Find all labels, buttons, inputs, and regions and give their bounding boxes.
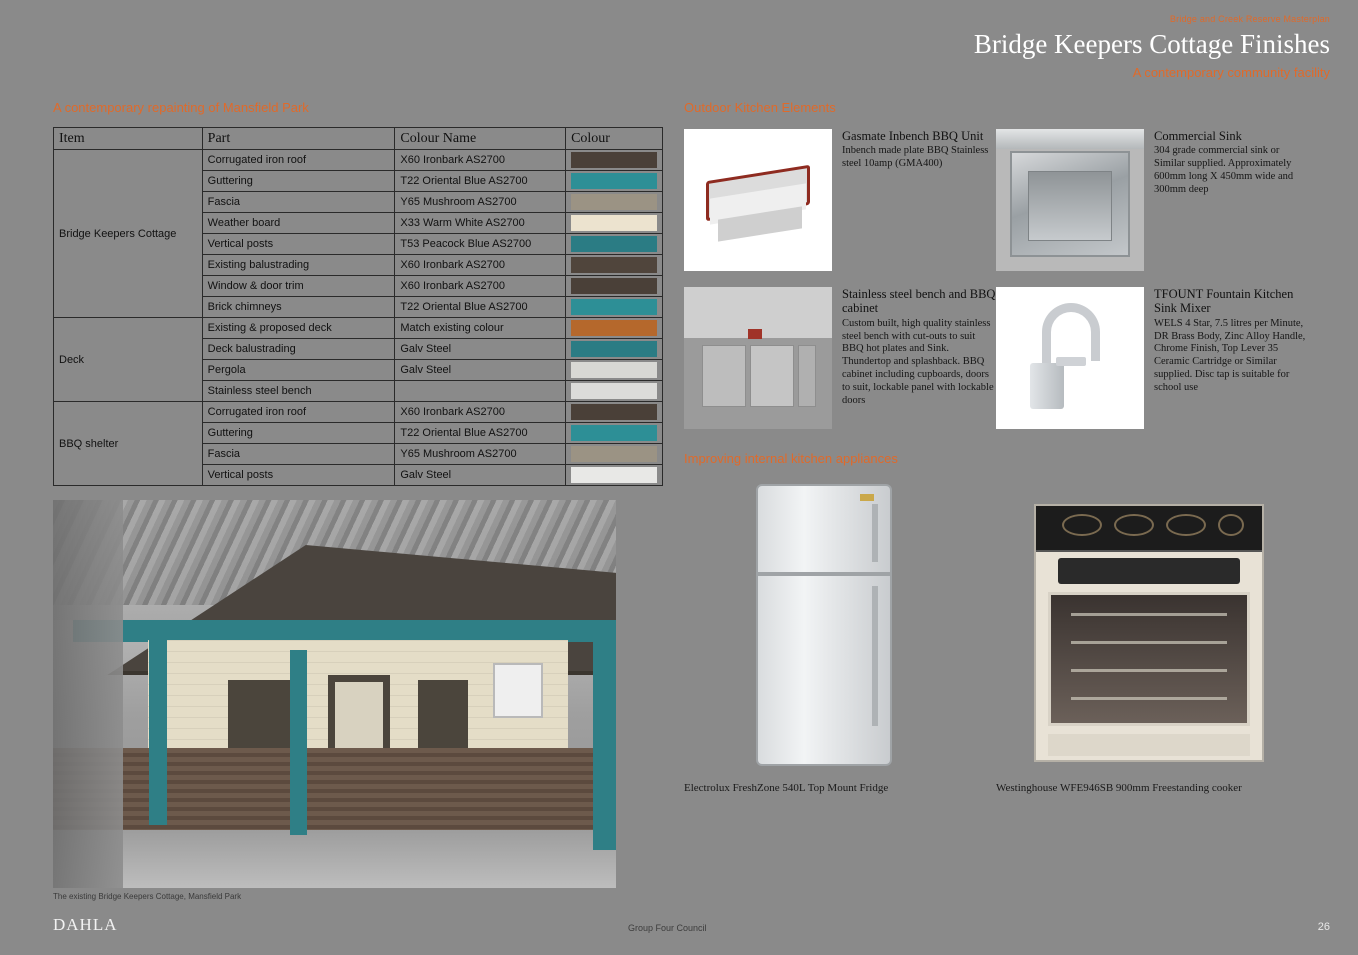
appliance-caption: Electrolux FreshZone 540L Top Mount Fridge [684,782,889,794]
colour-swatch [566,276,663,297]
photo-post [149,635,167,825]
part-label: Brick chimneys [202,297,395,318]
part-label: Fascia [202,444,395,465]
product-bbq-unit [684,129,996,271]
colour-name: T22 Oriental Blue AS2700 [395,297,566,318]
photo-deck [53,748,616,833]
photo-window-right [418,680,468,758]
table-row [54,150,663,171]
product-grid [684,129,1309,445]
colour-swatch [566,402,663,423]
photo-ground [53,830,616,888]
header-kicker: Bridge and Creek Reserve Masterplan [1169,14,1330,24]
product-description: Custom built, high quality stainless steel bench with cut-outs to suit BBQ hot plates and Sink. Thundertop and splashback. BBQ cabinet including cupboards, doors to suit, lockable panel with lockable doors [842,317,994,406]
colour-name: Galv Steel [395,339,566,360]
page-subtitle: A contemporary community facility [1132,64,1330,80]
table-header-row [54,128,663,150]
product-description: Inbench made plate BBQ Stainless steel 10amp (GMA400) [842,145,989,170]
product-name: Gasmate Inbench BBQ Unit [842,129,984,143]
photo-wall-box [493,663,543,718]
colour-swatch [566,255,663,276]
colour-name: Galv Steel [395,360,566,381]
footer-client: Group Four Council [628,923,707,933]
product-name: Stainless steel bench and BBQ cabinet [842,287,996,316]
part-label: Corrugated iron roof [202,402,395,423]
part-label: Fascia [202,192,395,213]
internal-appliances-heading: Improving internal kitchen appliances [684,451,898,466]
bench-cabinet-image [684,287,832,429]
left-column [53,100,663,486]
colour-swatch [566,381,663,402]
product-name: Commercial Sink [1154,129,1242,143]
fridge-image [684,476,996,776]
appliance-cooker [996,476,1308,795]
colour-swatch [566,171,663,192]
colour-swatch [566,234,663,255]
colour-name: X60 Ironbark AS2700 [395,255,566,276]
col-part: Part [202,128,395,150]
appliance-row [684,476,1309,795]
cottage-photo-block [53,500,616,901]
group-item-label: BBQ shelter [54,402,203,486]
colour-name: Y65 Mushroom AS2700 [395,444,566,465]
col-colour-name: Colour Name [395,128,566,150]
photo-post [593,620,616,850]
kitchen-sink-mixer-image [996,287,1144,429]
finishes-table [53,127,663,486]
part-label: Vertical posts [202,234,395,255]
footer-logo: DAHLA [53,915,118,934]
colour-swatch [566,318,663,339]
colour-name: Galv Steel [395,465,566,486]
part-label: Corrugated iron roof [202,150,395,171]
product-description: 304 grade commercial sink or Similar supplied. Approximately 600mm long X 450mm wide and 300mm deep [1154,145,1294,195]
colour-swatch [566,423,663,444]
cooker-image [996,476,1308,776]
colour-swatch [566,297,663,318]
colour-name: X60 Ironbark AS2700 [395,276,566,297]
part-label: Deck balustrading [202,339,395,360]
bbq-unit-image [684,129,832,271]
photo-caption: The existing Bridge Keepers Cottage, Mansfield Park [53,892,242,901]
colour-name: T53 Peacock Blue AS2700 [395,234,566,255]
part-label: Stainless steel bench [202,381,395,402]
part-label: Window & door trim [202,276,395,297]
appliance-fridge [684,476,996,795]
colour-name: Y65 Mushroom AS2700 [395,192,566,213]
product-name: TFOUNT Fountain Kitchen Sink Mixer [1154,287,1294,316]
right-column [684,100,1309,795]
colour-name: T22 Oriental Blue AS2700 [395,171,566,192]
product-sink-mixer [996,287,1308,429]
part-label: Pergola [202,360,395,381]
colour-name: X60 Ironbark AS2700 [395,402,566,423]
page-title: Bridge Keepers Cottage Finishes [973,29,1330,59]
outdoor-kitchen-heading: Outdoor Kitchen Elements [684,100,836,115]
colour-swatch [566,360,663,381]
appliance-caption: Westinghouse WFE946SB 900mm Freestanding cooker [996,782,1242,794]
colour-name: X33 Warm White AS2700 [395,213,566,234]
part-label: Guttering [202,171,395,192]
colour-swatch [566,465,663,486]
part-label: Existing balustrading [202,255,395,276]
cottage-photo [53,500,616,888]
group-item-label: Bridge Keepers Cottage [54,150,203,318]
commercial-sink-image [996,129,1144,271]
photo-shadow [53,500,123,888]
product-bench-cabinet [684,287,996,429]
part-label: Weather board [202,213,395,234]
page-number: 26 [1317,921,1330,933]
colour-swatch [566,192,663,213]
colour-swatch [566,213,663,234]
part-label: Vertical posts [202,465,395,486]
col-item: Item [54,128,203,150]
col-colour: Colour [566,128,663,150]
colour-swatch [566,339,663,360]
product-description: WELS 4 Star, 7.5 litres per Minute, DR Brass Body, Zinc Alloy Handle, Chrome Finish, Top Lever 35 Ceramic Cartridge or Similar supplied. Disc tap is suitable for school use [1154,317,1306,393]
photo-post [290,650,307,835]
part-label: Guttering [202,423,395,444]
colour-name: Match existing colour [395,318,566,339]
colour-swatch [566,444,663,465]
table-row [54,402,663,423]
colour-name: T22 Oriental Blue AS2700 [395,423,566,444]
group-item-label: Deck [54,318,203,402]
document-header [630,14,1330,80]
product-commercial-sink [996,129,1308,271]
colour-name: X60 Ironbark AS2700 [395,150,566,171]
colour-swatch [566,150,663,171]
part-label: Existing & proposed deck [202,318,395,339]
colour-name [395,381,566,402]
finishes-heading: A contemporary repainting of Mansfield Park [53,100,309,115]
table-row [54,318,663,339]
